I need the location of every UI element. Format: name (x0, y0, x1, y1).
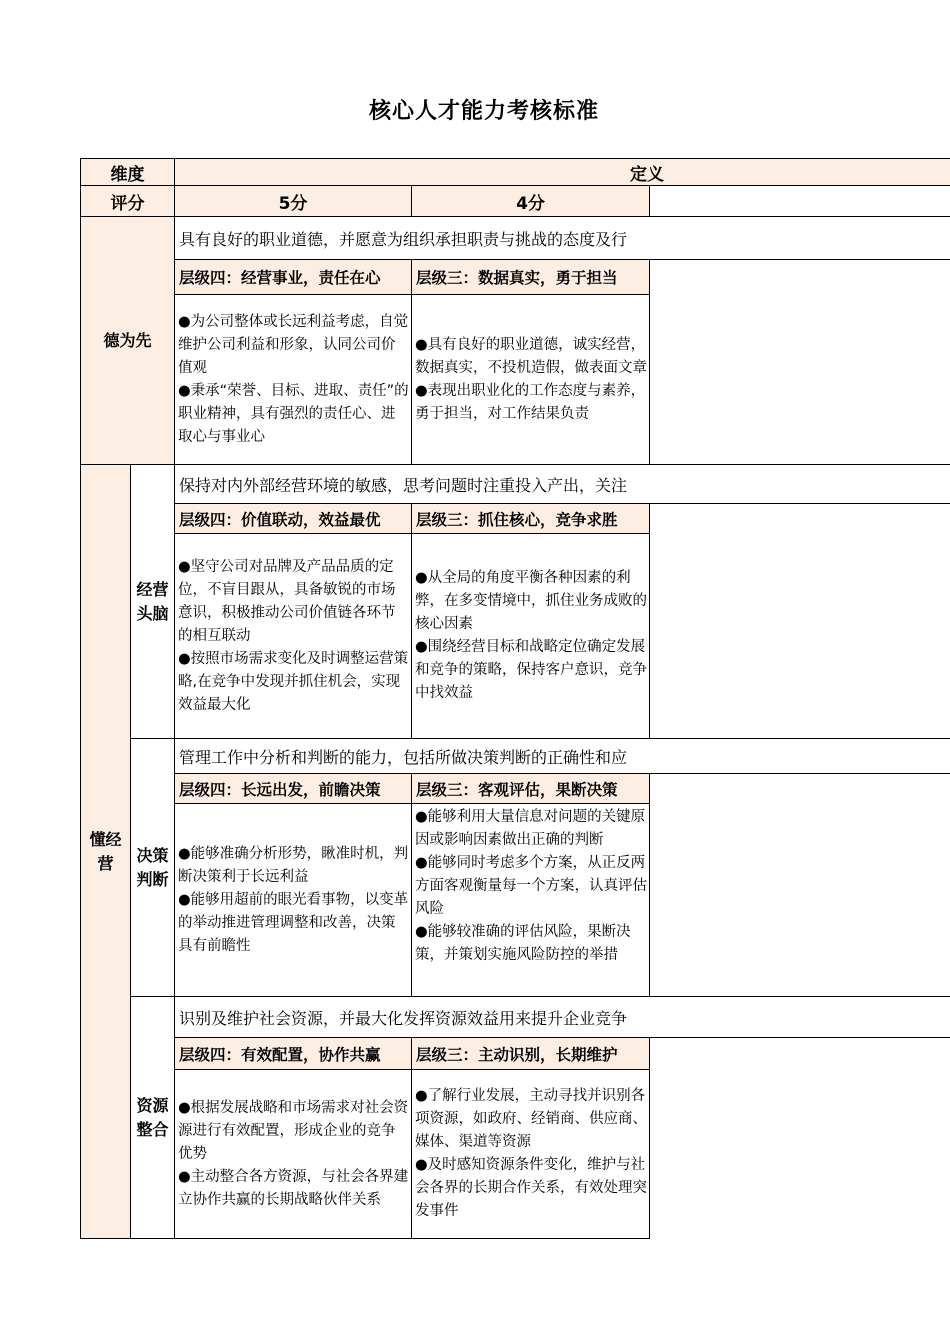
level4-desc-juece: ●能够准确分析形势，瞅准时机，判断决策利于长远利益 ●能够用超前的眼光看事物，以变革的举动推进管理调整和改善，决策具有前瞻性 (174, 803, 412, 997)
level3-desc-jingying: ●从全局的角度平衡各种因素的利弊，在多变情境中，抓住业务成败的核心因素 ●围绕经营目标和战略定位确定发展和竞争的策略，保持客户意识，竞争中找效益 (411, 533, 650, 739)
definition-dewei: 具有良好的职业道德，并愿意为组织承担职责与挑战的态度及行 (174, 216, 950, 260)
level3-desc-ziyuan: ●了解行业发展，主动寻找并识别各项资源，如政府、经销商、供应商、媒体、渠道等资源 ●及时感知资源条件变化，维护与社会各界的长期合作关系，有效处理突发事件 (411, 1069, 650, 1239)
level4-title-ziyuan: 层级四：有效配置，协作共赢 (174, 1037, 412, 1070)
level4-title-dewei: 层级四：经营事业，责任在心 (174, 259, 412, 295)
level3-title-ziyuan: 层级三：主动识别，长期维护 (411, 1037, 650, 1070)
page-title: 核心人才能力考核标准 (368, 99, 599, 124)
definition-jingying: 保持对内外部经营环境的敏感，思考问题时注重投入产出，关注 (174, 464, 950, 504)
definition-juece: 管理工作中分析和判断的能力，包括所做决策判断的正确性和应 (174, 738, 950, 774)
definition-header-label: 定义 (630, 164, 664, 185)
score-5-header: 5分 (174, 185, 412, 217)
dimension-dewei: 德为先 (80, 216, 175, 465)
level4-desc-dewei: ●为公司整体或长远利益考虑，自觉维护公司利益和形象，认同公司价值观 ●秉承“荣誉、目标、进取、责任”的职业精神，具有强烈的责任心、进取心与事业心 (174, 294, 412, 465)
definition-header (174, 158, 950, 186)
subdimension-juece: 决策判断 (130, 738, 175, 997)
score-header: 评分 (80, 185, 175, 217)
score-4-header: 4分 (411, 185, 650, 217)
level4-title-juece: 层级四：长远出发，前瞻决策 (174, 773, 412, 804)
level3-title-juece: 层级三：客观评估，果断决策 (411, 773, 650, 804)
level4-desc-jingying: ●坚守公司对品牌及产品品质的定位，不盲目跟从，具备敏锐的市场意识，积极推动公司价值链各环节的相互联动 ●按照市场需求变化及时调整运营策略,在竞争中发现并抓住机会，实现效益最大化 (174, 533, 412, 739)
level4-desc-ziyuan: ●根据发展战略和市场需求对社会资源进行有效配置，形成企业的竞争优势 ●主动整合各方资源，与社会各界建立协作共赢的长期战略伙伴关系 (174, 1069, 412, 1239)
level4-title-jingying: 层级四：价值联动，效益最优 (174, 503, 412, 534)
level3-desc-dewei: ●具有良好的职业道德，诚实经营，数据真实，不投机造假，做表面文章 ●表现出职业化的工作态度与素养，勇于担当，对工作结果负责 (411, 294, 650, 465)
dimension-header: 维度 (80, 158, 175, 186)
subdimension-ziyuan: 资源整合 (130, 996, 175, 1239)
level3-desc-juece: ●能够利用大量信息对问题的关键原因或影响因素做出正确的判断 ●能够同时考虑多个方案，从正反两方面客观衡量每一个方案，认真评估风险 ●能够较准确的评估风险，果断决策，并策划实施风险防控的举措 (411, 803, 650, 997)
level3-title-jingying: 层级三：抓住核心，竞争求胜 (411, 503, 650, 534)
definition-ziyuan: 识别及维护社会资源，并最大化发挥资源效益用来提升企业竞争 (174, 996, 950, 1038)
subdimension-jingying: 经营头脑 (130, 464, 175, 739)
dimension-dongjingying: 懂经营 (80, 464, 131, 1239)
level3-title-dewei: 层级三：数据真实，勇于担当 (411, 259, 650, 295)
